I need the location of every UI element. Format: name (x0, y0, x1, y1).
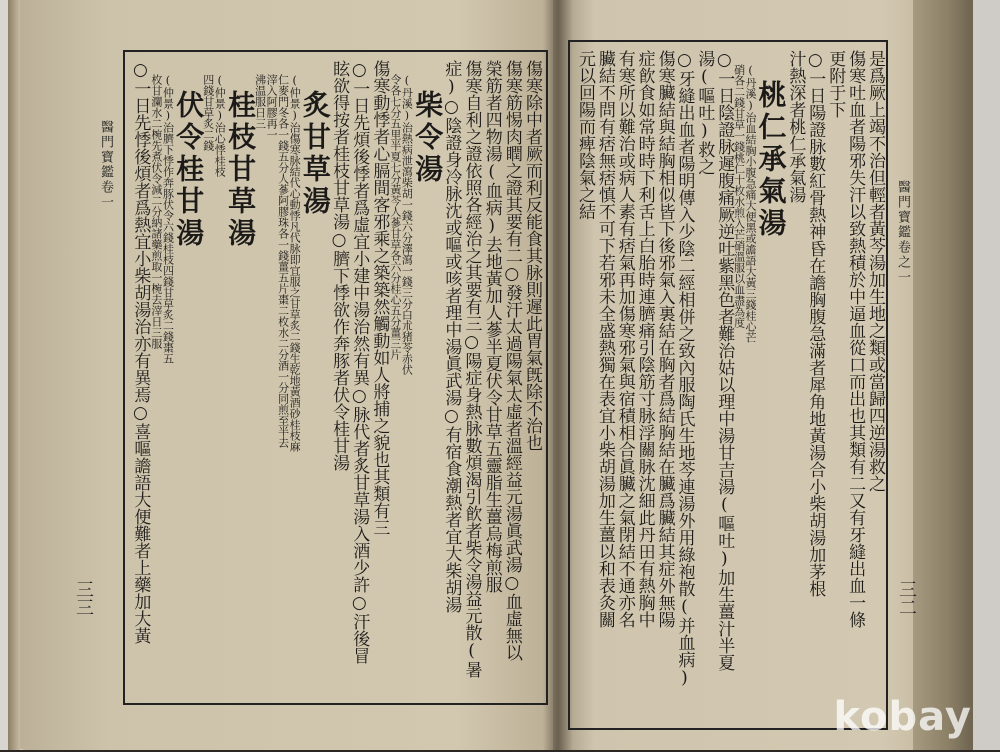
prescription-title: 桂枝甘草湯 (224, 90, 258, 250)
text-column: 傷寒動悸者心膈間客邪乘之築築然觸動如人將捕之貌也其類有三 (369, 60, 390, 536)
text-column: 沸温服日三 (253, 74, 267, 129)
right-text-columns (574, 50, 884, 722)
text-column: 令各七分五里半夏七分黃芩人蔘甘草各六分桂心五分薑三片 (388, 74, 402, 360)
text-column: 傷寒筋惕肉瞤之證其要有二○發汗太過陽氣太虛者溫經益元湯眞武湯○血虛無以 (501, 60, 522, 661)
text-column: 汁熱深者桃仁承氣湯 (785, 50, 806, 203)
prescription-title: 伏令桂甘湯 (172, 90, 206, 250)
left-page-number: 三三 (73, 580, 94, 616)
text-column: ○一日陰證脉遲腹痛厥逆吐紫黑色者難治姑以理中湯甘吉湯(嘔吐)加生薑汁半夏 (714, 50, 735, 671)
text-column: 硝各二錢甘草一錢桃仁十枚水煎入芒硝溫服以血盡為度 (732, 64, 746, 328)
open-book (8, 0, 968, 750)
text-column: (仲景)治傷寒脉結代心動悸凡代脉即宜服之甘草炙二錢生乾地黃酒砂桂枝麻 (288, 74, 302, 452)
text-column: ○一日陽證脉數紅骨熱神昏在譫胸腹急滿者犀角地黃湯合小柴胡湯加茅根 (805, 50, 826, 597)
page-block-edge (913, 0, 973, 750)
text-column: (丹溪)治熱病泄瀉柴胡一錢六分澤瀉一錢三分白朮猪苓赤伏 (400, 74, 414, 375)
text-column: 仁麥門冬各一錢五分人蔘阿膠珠各一錢薑五片棗二枚水二分酒一分同煎至半去 (276, 74, 290, 448)
left-text-columns (130, 60, 542, 700)
text-column: 症飮食如常時時下利舌上白胎時連臍痛引陰筋寸脉浮關脉沈細此丹田有熱胸中 (634, 50, 655, 628)
text-column: (丹溪)治血結胸小腹急痛大便黑或譫語大黃三錢桂心芒 (744, 64, 758, 343)
text-column: 傷寒除中者厥而利反能食其脉則遲此胃氣旣除不治也 (522, 60, 542, 451)
text-column: ○一日先煩後悸者爲虛宜小建中湯治然有異○脉代者炙甘草湯入酒少許○汗後冒 (349, 60, 370, 664)
right-page-number: 三二 (896, 580, 917, 616)
text-column: 臟結不問有痞無痞慎不可下若邪未全盛熱獨在表宜小柴胡湯加生薑以和表灸關 (594, 50, 615, 628)
text-column: 枚甘瀾水二椀先煮伏令減二分納諸藥煎取一椀去滓日三服 (149, 74, 163, 349)
text-column: 元以回陽而痺陰氣之結 (574, 50, 595, 220)
text-column: ○牙縫出血者陽明傳入少陰二經相併之致內服陶氏生地芩連湯外用綠袍散(并血病) (674, 50, 695, 688)
left-page-edge (8, 0, 20, 750)
text-column: 傷寒吐血者陽邪失汗以致熱積於中逼血從口而出也其類有二又有牙縫出血一條 (845, 50, 866, 628)
text-column: 有寒所以難治或病人素有痞氣再加傷寒邪氣與宿積相合眞臟之氣閉結不通亦名 (614, 50, 635, 628)
right-running-head: 醫門寶鑑卷之一 (895, 180, 910, 285)
text-column: 滓入阿膠再一 (265, 74, 279, 140)
text-column: (仲景)治心悸桂枝 (213, 74, 227, 177)
text-column: ○一日先悸後煩者爲熱宜小柴胡湯治亦有異焉○喜嘔譫語大便難者上藥加大黃 (130, 60, 151, 644)
text-column: 眩欲得按者桂枝甘草湯○臍下悸欲作奔豚者伏令桂甘湯 (329, 60, 350, 471)
text-column: 湯(嘔吐)救之 (694, 50, 715, 175)
text-column: 四錢甘草炙二錢 (201, 74, 215, 151)
watermark-logo: kobay (833, 694, 972, 740)
text-column: 症)○陰證身冷脉沈或嘔或咳者理中湯眞武湯○有宿食潮熱者宜大柴胡湯 (441, 60, 462, 613)
text-column: (仲景)治臍下悸作奔豚伏令六錢桂枝四錢甘草炙二錢棗五 (161, 74, 175, 364)
left-running-head: 醫門寶鑑卷一 (98, 120, 113, 210)
prescription-title: 桃仁承氣湯 (754, 80, 788, 240)
text-column: 是爲厥上竭不治但輕者黃芩湯加生地之類或當歸四逆湯救之 (865, 50, 885, 492)
prescription-title: 炙甘草湯 (298, 90, 332, 218)
prescription-title: 柴令湯 (411, 90, 445, 186)
text-column: 傷寒自利之證依照各經治之其要有三○陽症身熱脉數煩渴引飮者柴令湯益元散(暑 (461, 60, 482, 678)
text-column: 傷寒臟結與結胸相似皆下後邪氣入裏結在胸者爲結胸結在臟爲臟結其症外無陽 (654, 50, 675, 628)
text-column: 榮筋者四物湯(血病)去地黃加人蔘半夏伏令甘草五靈脂生薑烏梅煎服 (481, 60, 502, 593)
text-column: 更附于下 (825, 50, 846, 118)
